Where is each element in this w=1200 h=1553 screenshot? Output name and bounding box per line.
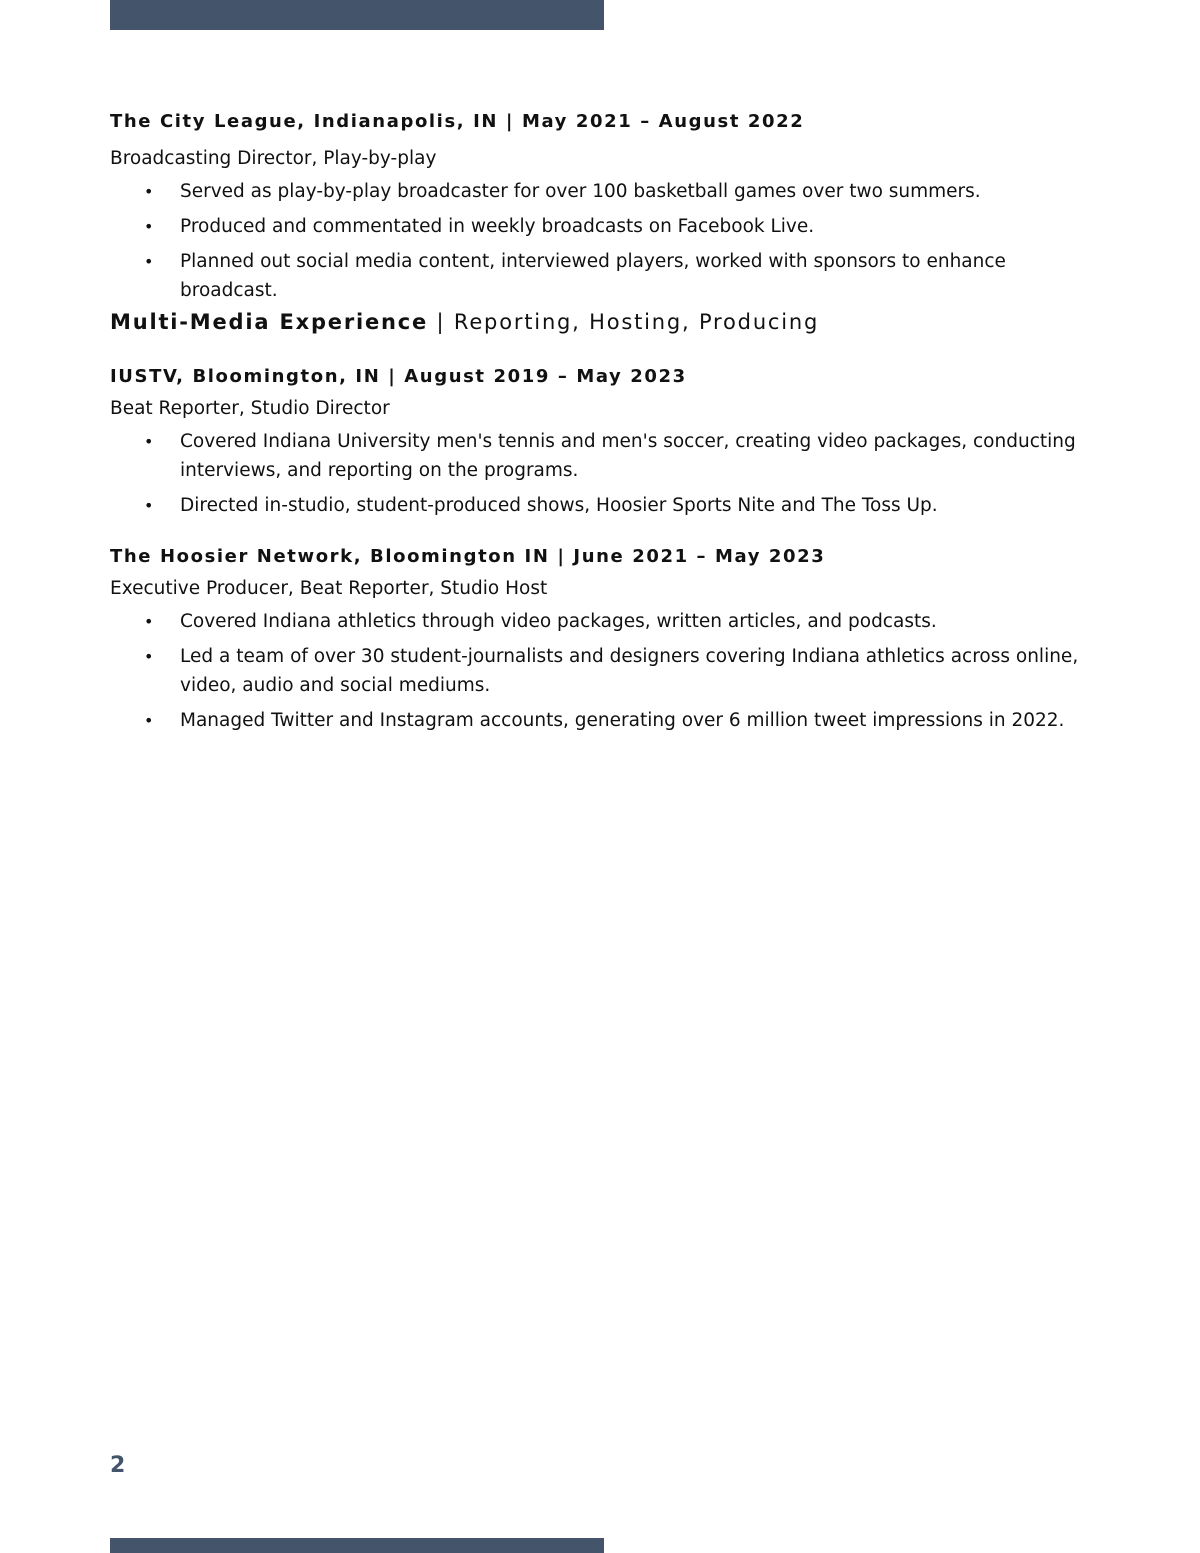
- list-item: • Directed in-studio, student-produced shows, Hoosier Sports Nite and The Toss Up.: [110, 491, 1100, 520]
- bullet-icon: •: [144, 711, 154, 730]
- section-subtitle: Reporting, Hosting, Producing: [453, 310, 820, 334]
- list-item: • Produced and commentated in weekly broadcasts on Facebook Live.: [110, 212, 1100, 241]
- job-heading-city-league: The City League, Indianapolis, IN | May 2021 – August 2022: [110, 111, 805, 132]
- job-heading-iustv: IUSTV, Bloomington, IN | August 2019 – May 2023: [110, 366, 687, 387]
- bullet-icon: •: [144, 217, 154, 236]
- bullet-icon: •: [144, 182, 154, 201]
- bullet-icon: •: [144, 496, 154, 515]
- list-item: • Covered Indiana University men's tennis and men's soccer, creating video packages, conducting interviews, and reporting on the programs.: [110, 427, 1100, 485]
- job-bullets-iustv: [110, 427, 1100, 526]
- list-item: • Led a team of over 30 student-journalists and designers covering Indiana athletics across online, video, audio and social mediums.: [110, 642, 1100, 700]
- job-role-city-league: Broadcasting Director, Play-by-play: [110, 148, 437, 169]
- section-heading-multimedia: [110, 310, 819, 334]
- section-separator: |: [428, 310, 454, 334]
- bullet-icon: •: [144, 612, 154, 631]
- bullet-icon: •: [144, 432, 154, 451]
- list-item: • Managed Twitter and Instagram accounts, generating over 6 million tweet impressions in 2022.: [110, 706, 1100, 735]
- job-role-iustv: Beat Reporter, Studio Director: [110, 398, 390, 419]
- bullet-icon: •: [144, 647, 154, 666]
- job-bullets-hoosier-network: [110, 607, 1100, 741]
- list-item: • Served as play-by-play broadcaster for over 100 basketball games over two summers.: [110, 177, 1100, 206]
- header-accent-bar: [110, 0, 604, 30]
- page-number: 2: [110, 1453, 126, 1478]
- footer-accent-bar: [110, 1538, 604, 1553]
- section-title: Multi-Media Experience: [110, 310, 429, 334]
- bullet-icon: •: [144, 252, 154, 271]
- job-heading-hoosier-network: The Hoosier Network, Bloomington IN | June 2021 – May 2023: [110, 546, 826, 567]
- job-role-hoosier-network: Executive Producer, Beat Reporter, Studio Host: [110, 578, 548, 599]
- job-bullets-city-league: [110, 177, 1100, 311]
- list-item: • Planned out social media content, interviewed players, worked with sponsors to enhance broadcast.: [110, 247, 1100, 305]
- list-item: • Covered Indiana athletics through video packages, written articles, and podcasts.: [110, 607, 1100, 636]
